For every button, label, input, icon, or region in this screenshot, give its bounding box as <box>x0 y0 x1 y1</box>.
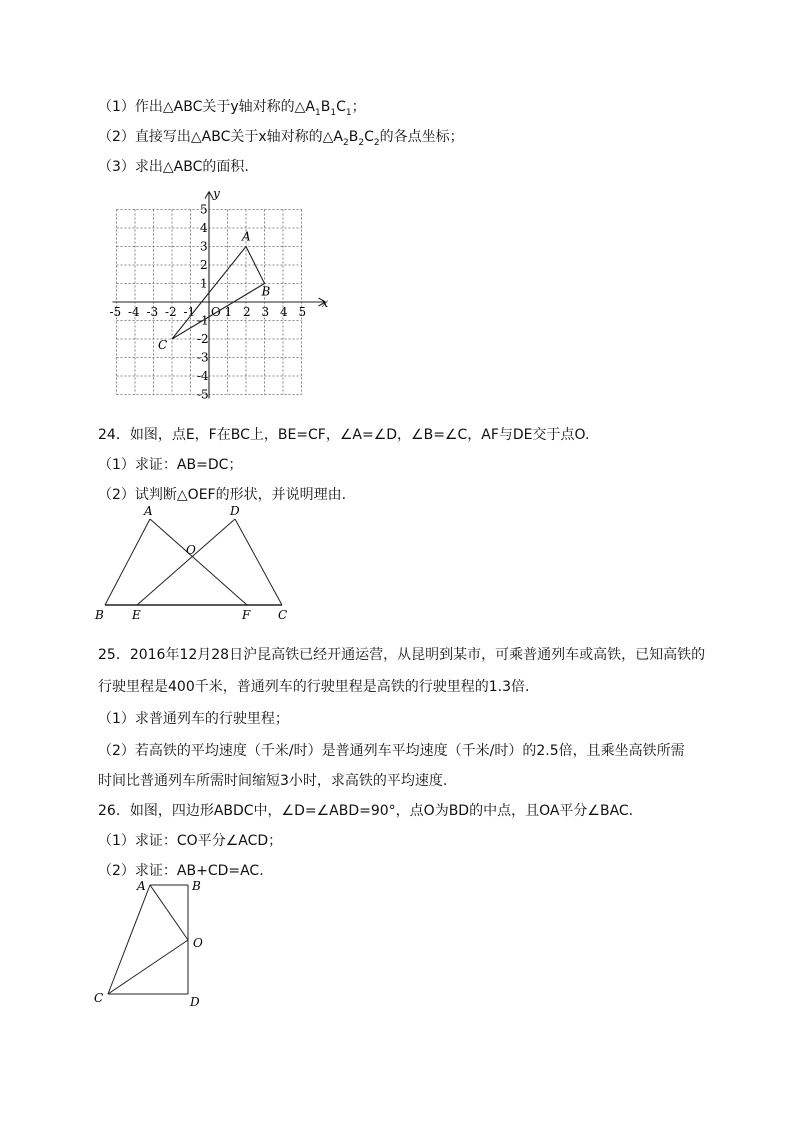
label-d: D <box>190 995 200 1009</box>
label-b: B <box>192 879 201 893</box>
point-label-b: B <box>261 284 271 299</box>
q25-stem-line2: 行驶里程是400千米，普通列车的行驶里程是高铁的行驶里程的1.3倍. <box>98 679 530 695</box>
y-tick-label: -5 <box>197 387 209 402</box>
triangle-outline <box>172 247 265 340</box>
q23-part1-end: ； <box>351 99 366 115</box>
x-tick-label: 1 <box>224 305 233 319</box>
segment-ab <box>105 519 150 605</box>
label-d: D <box>230 504 240 518</box>
q24-stem: 24．如图，点E，F在BC上，BE=CF，∠A=∠D，∠B=∠C，AF与DE交于点O. <box>98 427 590 443</box>
y-tick-label: -2 <box>197 332 209 346</box>
segment-ac <box>108 885 150 994</box>
q25-stem-line1: 25．2016年12月28日沪昆高铁已经开通运营，从昆明到某市，可乘普通列车或高铁，已知高铁的 <box>98 647 706 663</box>
subscript: 1 <box>330 107 337 118</box>
q23-part2-c: C <box>364 129 374 145</box>
segment-ao <box>150 885 188 940</box>
segment-dc <box>235 519 282 605</box>
q23-part3: （3）求出△ABC的面积. <box>98 159 249 175</box>
x-tick-label: -3 <box>146 305 159 319</box>
y-tick-label: 2 <box>200 258 208 272</box>
q23-part1-c: C <box>336 99 346 115</box>
x-tick-label: -1 <box>183 305 196 319</box>
q23-part1-text: （1）作出△ABC关于y轴对称的△A <box>98 99 316 115</box>
subscript: 1 <box>315 107 321 118</box>
coordinate-grid-figure <box>90 175 330 405</box>
x-tick-label: O <box>211 305 221 319</box>
figure-24 <box>92 502 312 624</box>
label-o: O <box>186 543 196 557</box>
subscript: 2 <box>358 137 365 148</box>
label-f: F <box>242 608 251 622</box>
label-a: A <box>144 504 153 518</box>
label-e: E <box>132 608 141 622</box>
q26-stem: 26．如图，四边形ABDC中，∠D=∠ABD=90°，点O为BD的中点，且OA平分∠BAC. <box>98 803 634 819</box>
x-tick-label: -2 <box>165 305 177 319</box>
y-tick-label: 3 <box>200 239 208 254</box>
label-c: C <box>278 608 288 622</box>
axes <box>113 187 329 399</box>
y-tick-label: 1 <box>200 276 208 291</box>
q23-part2-text: （2）直接写出△ABC关于x轴对称的△A <box>98 129 344 145</box>
q23-part1-b: B <box>320 99 331 115</box>
q23-part2 <box>98 128 464 152</box>
q24-part2: （2）试判断△OEF的形状，并说明理由. <box>98 487 347 503</box>
y-tick-label: -3 <box>197 350 209 365</box>
segment-af <box>150 519 247 605</box>
x-tick-label: -5 <box>109 305 122 319</box>
y-tick-label: -4 <box>197 369 209 383</box>
segment-co <box>108 940 188 994</box>
q25-part2-line2: 时间比普通列车所需时间缩短3小时，求高铁的平均速度. <box>98 773 448 789</box>
q26-part1: （1）求证：CO平分∠ACD； <box>98 833 283 849</box>
x-tick-label: 2 <box>243 305 251 319</box>
label-b: B <box>95 608 104 622</box>
q23-part2-b: B <box>348 129 359 145</box>
q24-part1: （1）求证：AB=DC； <box>98 457 243 473</box>
x-tick-label: 5 <box>298 305 307 319</box>
x-axis-label: x <box>321 296 329 310</box>
label-a: A <box>137 879 146 893</box>
segment-de <box>137 519 235 605</box>
point-label-a: A <box>242 229 251 244</box>
q26-part2: （2）求证：AB+CD=AC. <box>98 863 264 879</box>
y-axis-label: y <box>213 186 220 201</box>
q25-part2-line1: （2）若高铁的平均速度（千米/时）是普通列车平均速度（千米/时）的2.5倍，且乘坐高铁所需 <box>98 743 685 759</box>
y-tick-label: 5 <box>200 202 208 217</box>
x-tick-label: -4 <box>128 305 140 319</box>
y-tick-label: -1 <box>197 313 209 328</box>
subscript: 2 <box>343 137 349 148</box>
y-tick-label: 4 <box>200 221 208 235</box>
x-tick-label: 3 <box>261 305 270 319</box>
label-c: C <box>94 991 104 1005</box>
subscript: 1 <box>345 107 352 118</box>
point-label-c: C <box>158 338 168 352</box>
x-tick-label: 4 <box>280 305 288 319</box>
q23-part2-end: 的各点坐标； <box>379 129 464 145</box>
q25-part1: （1）求普通列车的行驶里程； <box>98 711 289 727</box>
q23-part1 <box>98 98 366 122</box>
subscript: 2 <box>373 137 380 148</box>
label-o: O <box>193 936 203 950</box>
figure-26 <box>90 870 220 1010</box>
triangle-abc <box>158 230 271 353</box>
